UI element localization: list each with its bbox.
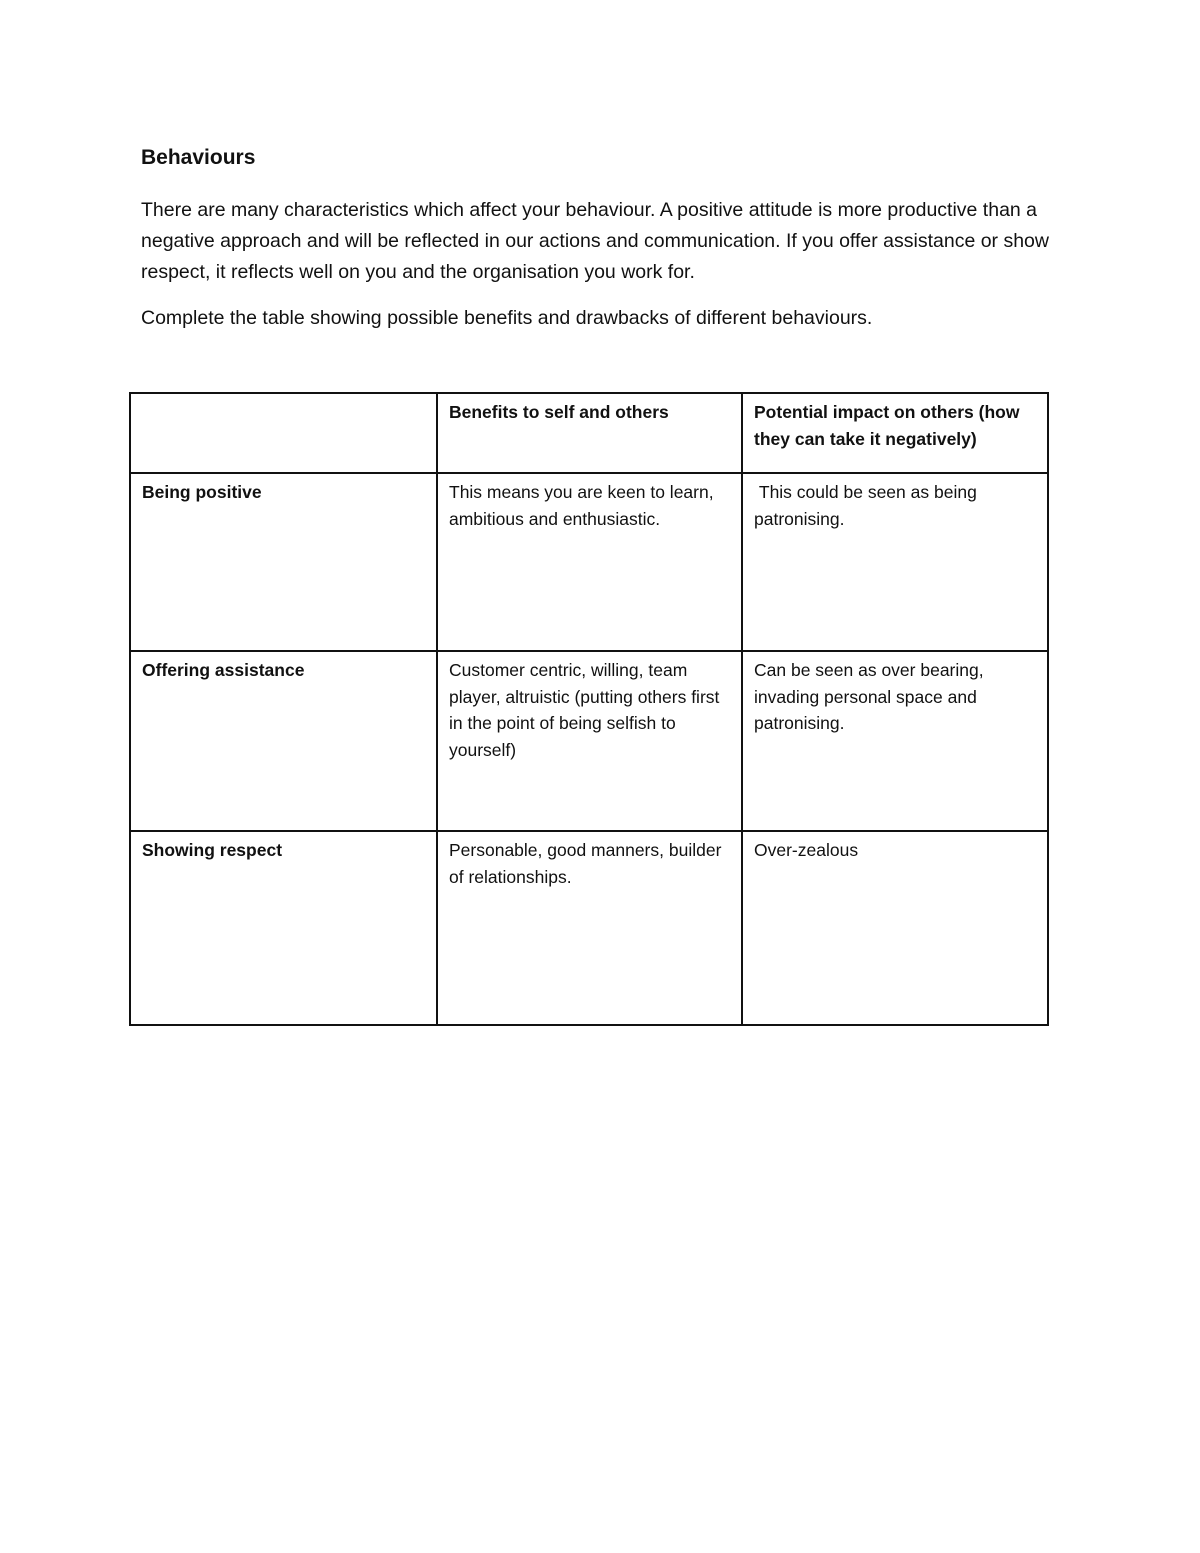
behaviour-cell: Offering assistance — [130, 651, 437, 831]
benefits-cell[interactable]: Customer centric, willing, team player, altruistic (putting others first in the point of being selfish to yourself) — [437, 651, 742, 831]
impact-cell[interactable]: Over-zealous — [742, 831, 1048, 1025]
page-title: Behaviours — [141, 146, 256, 169]
impact-cell[interactable]: This could be seen as being patronising. — [742, 473, 1048, 651]
header-cell-empty — [130, 393, 437, 473]
table-row — [130, 831, 1048, 1025]
header-cell-impact: Potential impact on others (how they can take it negatively) — [742, 393, 1048, 473]
impact-cell[interactable]: Can be seen as over bearing, invading personal space and patronising. — [742, 651, 1048, 831]
intro-paragraph: There are many characteristics which affect your behaviour. A positive attitude is more productive than a negative approach and will be reflected in our actions and communication. If you offer assistance or show respect, it reflects well on you and the organisation you work for. — [141, 199, 1049, 283]
table-row — [130, 473, 1048, 651]
header-cell-benefits: Benefits to self and others — [437, 393, 742, 473]
benefits-cell[interactable]: Personable, good manners, builder of relationships. — [437, 831, 742, 1025]
behaviour-cell: Showing respect — [130, 831, 437, 1025]
behaviour-cell: Being positive — [130, 473, 437, 651]
instruction-paragraph: Complete the table showing possible benefits and drawbacks of different behaviours. — [141, 307, 873, 329]
table-row — [130, 651, 1048, 831]
behaviours-table — [129, 392, 1049, 1026]
benefits-cell[interactable]: This means you are keen to learn, ambitious and enthusiastic. — [437, 473, 742, 651]
table-header-row — [130, 393, 1048, 473]
